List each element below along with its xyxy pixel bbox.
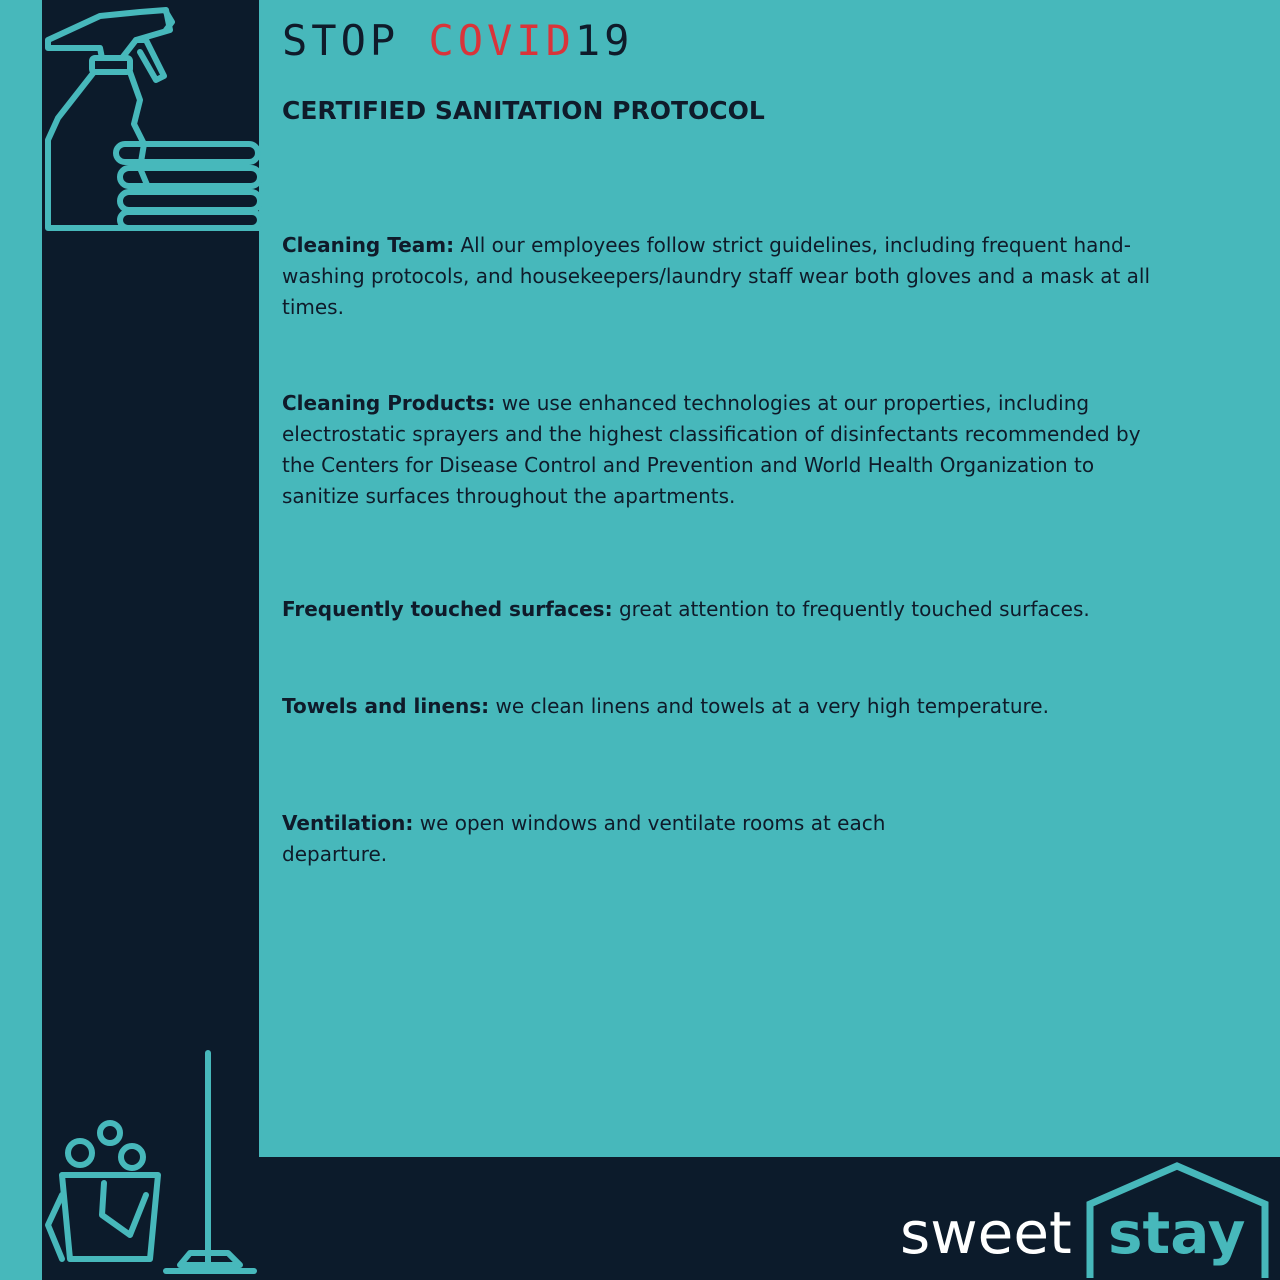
- section-text: we open windows and ventilate rooms at each departure.: [282, 811, 886, 866]
- section-heading: Cleaning Team:: [282, 233, 455, 257]
- page-subtitle: CERTIFIED SANITATION PROTOCOL: [282, 96, 765, 125]
- logo-sweet: sweet: [900, 1199, 1072, 1267]
- section-cleaning-products: [282, 388, 1172, 512]
- section-heading: Frequently touched surfaces:: [282, 597, 613, 621]
- page-title: [282, 16, 633, 65]
- cleaning-bucket-mop-icon: [40, 1045, 262, 1280]
- section-text: we use enhanced technologies at our properties, including electrostatic sprayers and the highest classification of disinfectants recommended by the Centers for Disease Control and Prevention and World Health Organization to sanitize surfaces throughout the apartments.: [282, 391, 1141, 508]
- section-cleaning-team: [282, 230, 1172, 323]
- title-stop: STOP: [282, 16, 400, 65]
- section-text: great attention to frequently touched surfaces.: [618, 597, 1090, 621]
- section-text: All our employees follow strict guidelines, including frequent hand-washing protocols, and housekeepers/laundry staff wear both gloves and a mask at all times.: [282, 233, 1151, 319]
- section-heading: Ventilation:: [282, 811, 414, 835]
- title-covid: COVID: [428, 16, 575, 65]
- section-text: we clean linens and towels at a very high temperature.: [495, 694, 1049, 718]
- section-frequently-touched-surfaces: [282, 594, 1172, 625]
- section-heading: Cleaning Products:: [282, 391, 496, 415]
- logo-stay: stay: [1108, 1199, 1246, 1267]
- title-nineteen: 19: [574, 16, 634, 65]
- section-heading: Towels and linens:: [282, 694, 490, 718]
- spray-bottle-icon: [40, 0, 262, 236]
- section-ventilation: [282, 808, 922, 870]
- section-towels-and-linens: [282, 691, 1172, 722]
